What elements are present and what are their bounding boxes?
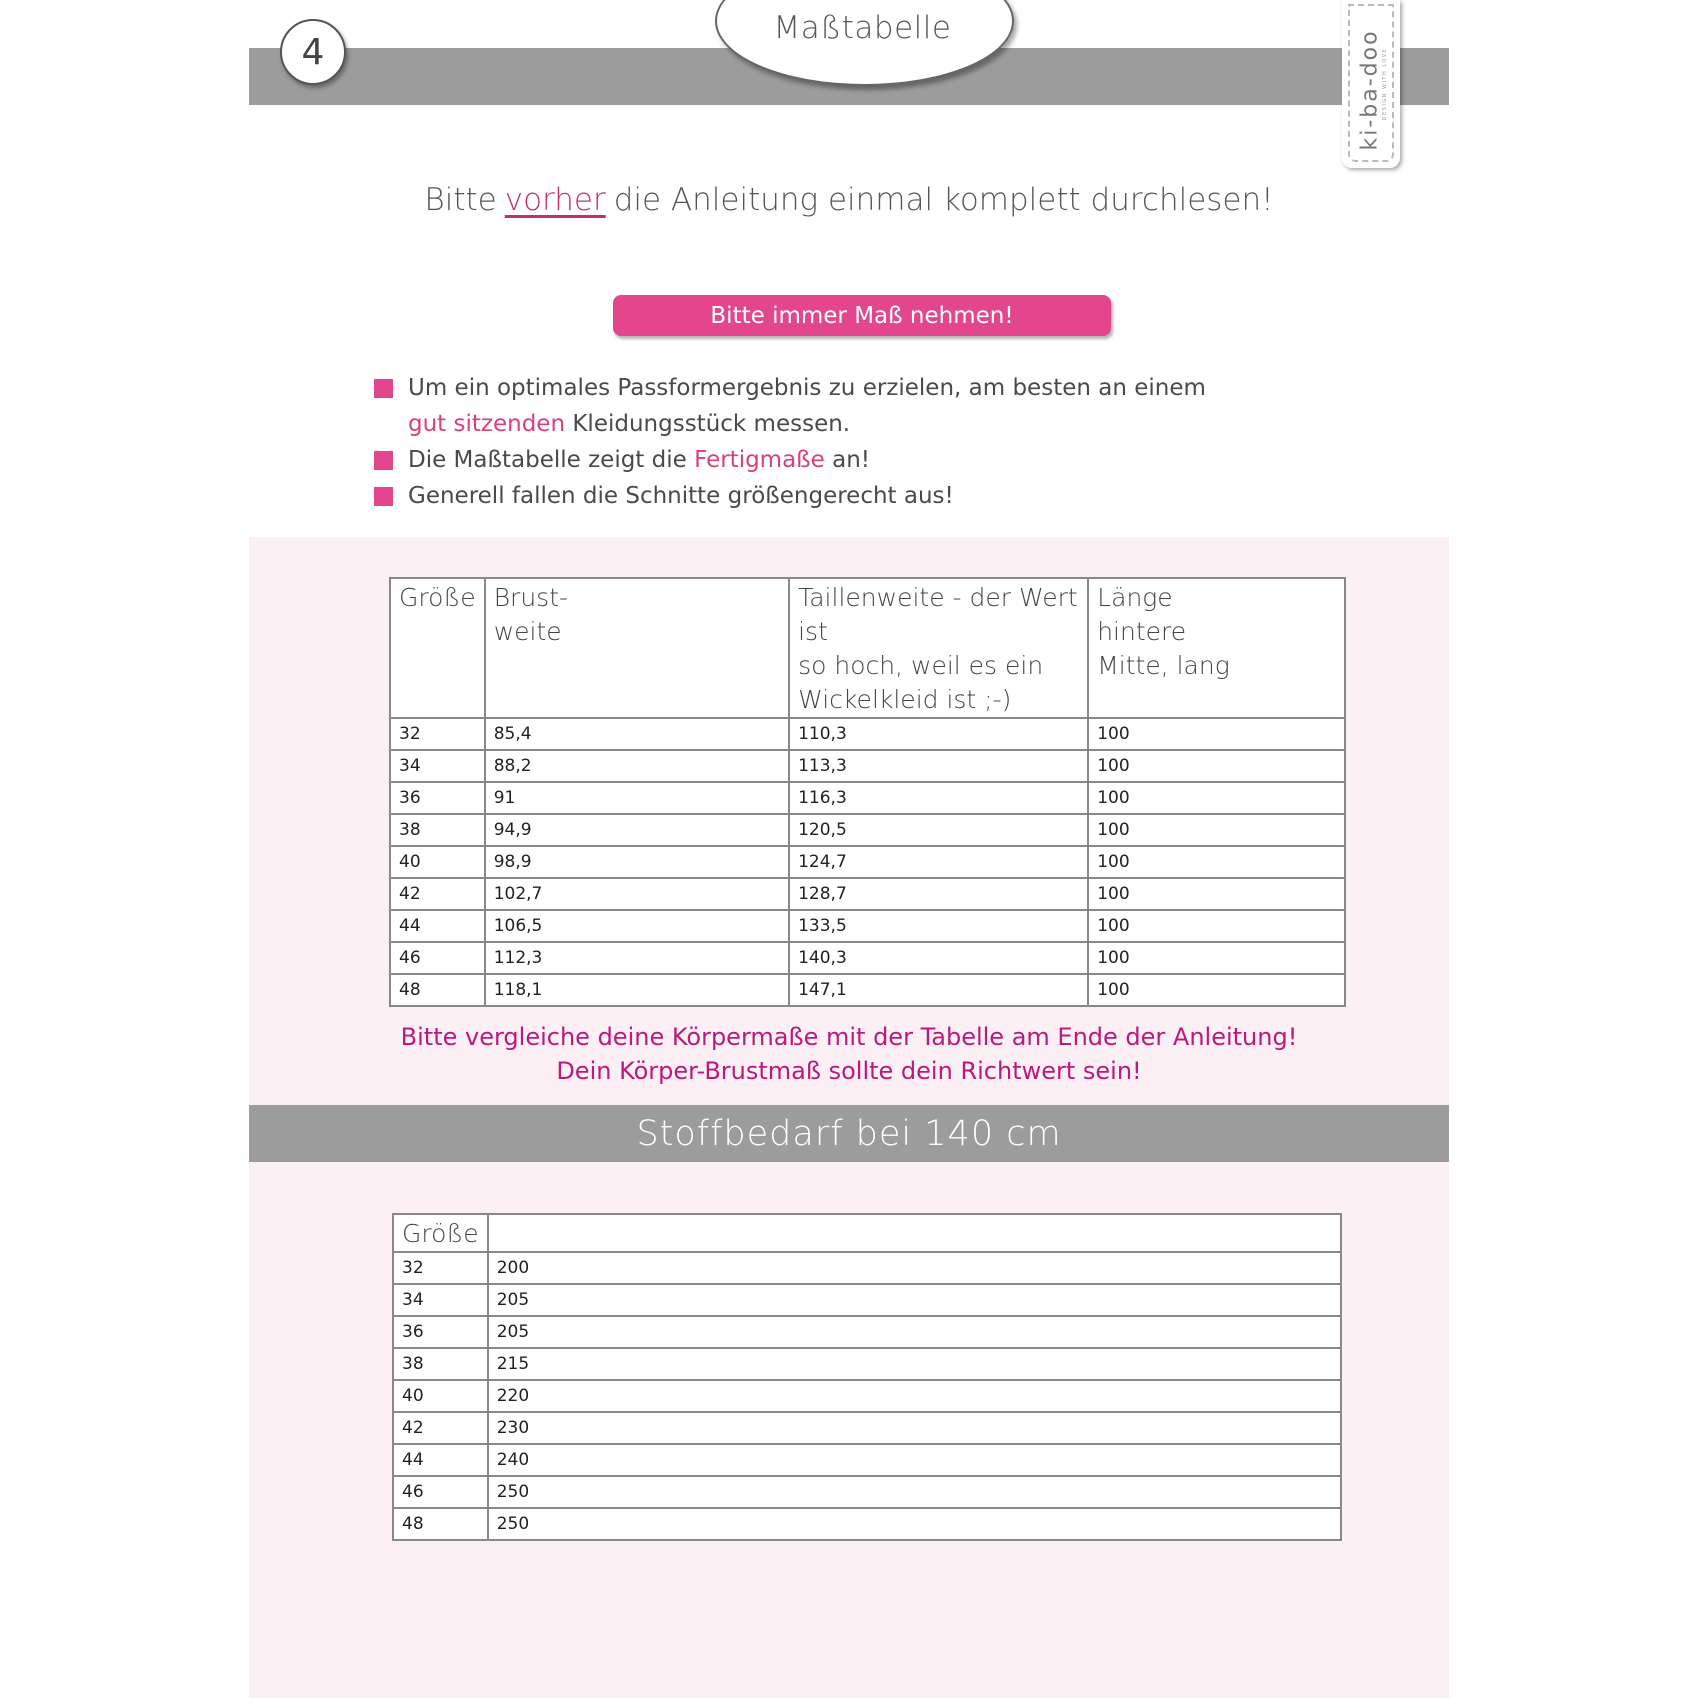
- header-groesse: Größe: [390, 578, 485, 718]
- table-cell: 250: [488, 1476, 1341, 1508]
- table-cell: 100: [1088, 814, 1345, 846]
- header-groesse: Größe: [393, 1214, 488, 1252]
- table-cell: 44: [393, 1444, 488, 1476]
- table-row: [390, 750, 1345, 782]
- page-number: 4: [301, 31, 325, 73]
- table-cell: 140,3: [789, 942, 1088, 974]
- table-cell: 100: [1088, 878, 1345, 910]
- table-cell: 102,7: [485, 878, 789, 910]
- intro-text: [249, 182, 1449, 218]
- table-cell: 200: [488, 1252, 1341, 1284]
- bullet-square-icon: [374, 487, 393, 506]
- table-row: [393, 1412, 1341, 1444]
- intro-before: Bitte: [424, 182, 497, 218]
- bullet-highlight: Fertigmaße: [694, 447, 825, 473]
- table-cell: 116,3: [789, 782, 1088, 814]
- header-empty: [488, 1214, 1341, 1252]
- table-cell: 34: [390, 750, 485, 782]
- table-cell: 38: [390, 814, 485, 846]
- table-cell: 133,5: [789, 910, 1088, 942]
- table-cell: 100: [1088, 910, 1345, 942]
- intro-after: die Anleitung einmal komplett durchlesen!: [613, 182, 1274, 218]
- table-cell: 100: [1088, 974, 1345, 1006]
- table-cell: 205: [488, 1316, 1341, 1348]
- table-cell: 110,3: [789, 718, 1088, 750]
- bullet-text: Um ein optimales Passformergebnis zu erzielen, am besten an einem: [408, 375, 1206, 401]
- table-cell: 32: [393, 1252, 488, 1284]
- fabric-section-title: Stoffbedarf bei 140 cm: [249, 1105, 1449, 1162]
- table-cell: 38: [393, 1348, 488, 1380]
- table-cell: 40: [393, 1380, 488, 1412]
- table-row: [390, 782, 1345, 814]
- table-cell: 94,9: [485, 814, 789, 846]
- bullet-text: Generell fallen die Schnitte größengerecht aus!: [408, 483, 954, 509]
- table-row: [390, 974, 1345, 1006]
- table-cell: 98,9: [485, 846, 789, 878]
- table-row: [390, 910, 1345, 942]
- logo: ki-ba-doo: [1357, 29, 1383, 151]
- table-row: [393, 1444, 1341, 1476]
- table-row: [390, 814, 1345, 846]
- table-cell: 100: [1088, 782, 1345, 814]
- table-cell: 48: [390, 974, 485, 1006]
- table-cell: 128,7: [789, 878, 1088, 910]
- table-row: [393, 1508, 1341, 1540]
- table-cell: 220: [488, 1380, 1341, 1412]
- table-cell: 100: [1088, 942, 1345, 974]
- table-cell: 124,7: [789, 846, 1088, 878]
- table-row: [390, 846, 1345, 878]
- table-cell: 48: [393, 1508, 488, 1540]
- table-header-row: [390, 578, 1345, 718]
- bullet-square-icon: [374, 379, 393, 398]
- table-cell: 40: [390, 846, 485, 878]
- note-line-1: Bitte vergleiche deine Körpermaße mit der Tabelle am Ende der Anleitung!: [400, 1023, 1298, 1051]
- bullet-text: an!: [824, 447, 871, 473]
- table-cell: 113,3: [789, 750, 1088, 782]
- table-cell: 120,5: [789, 814, 1088, 846]
- table-cell: 44: [390, 910, 485, 942]
- table-cell: 46: [390, 942, 485, 974]
- fabric-table: [392, 1213, 1342, 1541]
- table-row: [390, 942, 1345, 974]
- bullet-list: [374, 370, 1274, 514]
- table-cell: 112,3: [485, 942, 789, 974]
- logo-subtext: DESIGN WITH LOVE: [1382, 47, 1388, 121]
- bullet-item: [374, 478, 1274, 514]
- table-cell: 106,5: [485, 910, 789, 942]
- page-title: Maßtabelle: [773, 10, 952, 46]
- bullet-text: Die Maßtabelle zeigt die: [408, 447, 695, 473]
- table-row: [393, 1348, 1341, 1380]
- header-laenge: Länge hintere Mitte, lang: [1088, 578, 1345, 718]
- table-cell: 147,1: [789, 974, 1088, 1006]
- table-cell: 205: [488, 1284, 1341, 1316]
- table-cell: 100: [1088, 750, 1345, 782]
- table-cell: 32: [390, 718, 485, 750]
- table-row: [393, 1252, 1341, 1284]
- header-taillenweite: Taillenweite - der Wert ist so hoch, weil es ein Wickelkleid ist ;-): [789, 578, 1088, 718]
- table-row: [393, 1476, 1341, 1508]
- table-cell: 91: [485, 782, 789, 814]
- table-row: [390, 718, 1345, 750]
- table-header-row: [393, 1214, 1341, 1252]
- header-brustweite: Brust- weite: [485, 578, 789, 718]
- measurement-table: [389, 577, 1346, 1007]
- table-cell: 100: [1088, 846, 1345, 878]
- bullet-item: [374, 370, 1274, 442]
- table-cell: 46: [393, 1476, 488, 1508]
- intro-highlight: vorher: [504, 182, 606, 218]
- table-cell: 85,4: [485, 718, 789, 750]
- table-cell: 215: [488, 1348, 1341, 1380]
- bullet-text: Kleidungsstück messen.: [565, 411, 851, 437]
- note-line-2: Dein Körper-Brustmaß sollte dein Richtwert sein!: [556, 1057, 1142, 1085]
- measure-reminder-banner: Bitte immer Maß nehmen!: [613, 295, 1111, 336]
- table-cell: 118,1: [485, 974, 789, 1006]
- table-row: [393, 1284, 1341, 1316]
- page-number-badge: [280, 19, 346, 85]
- bullet-highlight: gut sitzenden: [408, 411, 566, 437]
- table-cell: 42: [393, 1412, 488, 1444]
- table-cell: 88,2: [485, 750, 789, 782]
- table-cell: 36: [390, 782, 485, 814]
- table-row: [393, 1316, 1341, 1348]
- table-cell: 34: [393, 1284, 488, 1316]
- table-cell: 230: [488, 1412, 1341, 1444]
- comparison-note: [249, 1020, 1449, 1088]
- table-cell: 36: [393, 1316, 488, 1348]
- table-cell: 240: [488, 1444, 1341, 1476]
- table-row: [393, 1380, 1341, 1412]
- bullet-square-icon: [374, 451, 393, 470]
- bullet-item: [374, 442, 1274, 478]
- table-cell: 250: [488, 1508, 1341, 1540]
- table-cell: 100: [1088, 718, 1345, 750]
- table-row: [390, 878, 1345, 910]
- table-cell: 42: [390, 878, 485, 910]
